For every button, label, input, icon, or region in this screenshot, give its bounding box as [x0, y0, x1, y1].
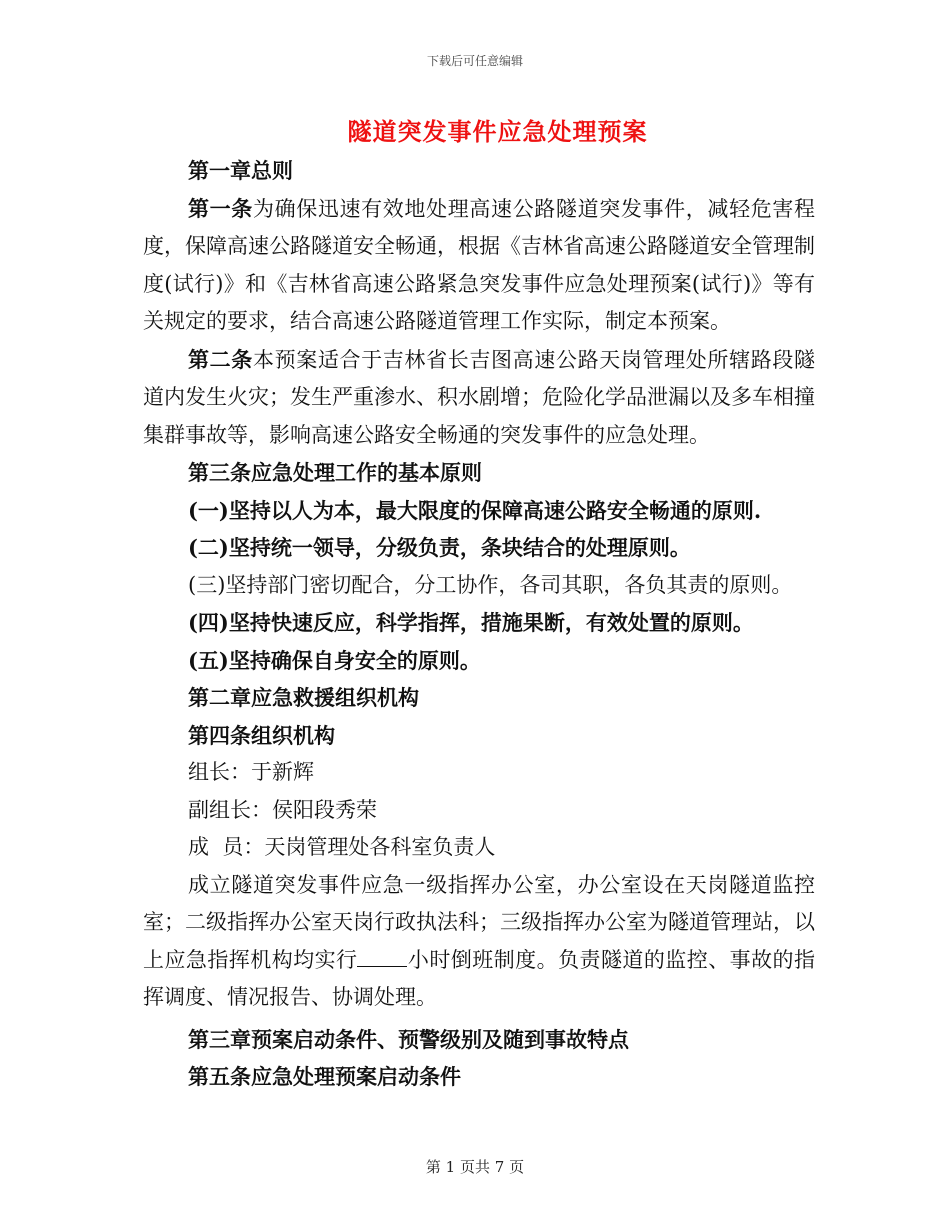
principle-1: (一)坚持以人为本，最大限度的保障高速公路安全畅通的原则. [188, 497, 762, 523]
article-4-heading: 第四条组织机构 [188, 722, 335, 748]
article-2-text: 本预案适合于吉林省长吉图高速公路天岗管理处所辖路段隧道内发生火灾；发生严重渗水、积水剧增；危险化学品泄漏以及多车相撞集群事故等，影响高速公路安全畅通的突发事件的应急处理。 [143, 347, 816, 447]
article-1-text: 为确保迅速有效地处理高速公路隧道突发事件，减轻危害程度，保障高速公路隧道安全畅通，根据《吉林省高速公路隧道安全管理制度(试行)》和《吉林省高速公路紧急突发事件应急处理预案(试行)》等有关规定的要求，结合高速公路隧道管理工作实际，制定本预案。 [143, 196, 816, 333]
document-body [143, 152, 815, 1096]
org-leader: 组长：于新辉 [188, 760, 314, 784]
org-paragraph-text-after: 小时倒班制度。负责隧道的监控、事故的指挥调度、情况报告、协调处理。 [143, 947, 815, 1009]
article-3-heading: 第三条应急处理工作的基本原则 [188, 460, 482, 485]
page-header: 下载后可任意编辑 [426, 54, 523, 68]
principle-2: (二)坚持统一领导，分级负责，条块结合的处理原则。 [188, 535, 691, 560]
article-5-heading: 第五条应急处理预案启动条件 [188, 1064, 461, 1089]
document-title: 隧道突发事件应急处理预案 [347, 117, 648, 146]
shift-hours-blank [357, 946, 407, 967]
article-1-label: 第一条 [188, 195, 253, 221]
article-2-label: 第二条 [188, 346, 253, 372]
principle-3: (三)坚持部门密切配合，分工协作，各司其职，各负其责的原则。 [188, 572, 793, 597]
principle-4: (四)坚持快速反应，科学指挥，措施果断，有效处置的原则。 [188, 610, 754, 635]
page-footer: 第 1 页共 7 页 [425, 1158, 525, 1176]
org-paragraph [143, 867, 815, 1017]
org-members: 成 员：天岗管理处各科室负责人 [188, 835, 496, 859]
principle-5: (五)坚持确保自身安全的原则。 [188, 647, 481, 673]
article-2-paragraph [143, 341, 815, 455]
chapter-heading-3: 第三章预案启动条件、预警级别及随到事故特点 [188, 1026, 629, 1052]
org-deputy: 副组长：侯阳段秀荣 [188, 797, 377, 822]
chapter-heading-1: 第一章总则 [188, 158, 293, 183]
article-1-paragraph [143, 190, 815, 341]
org-paragraph-text-before: 成立隧道突发事件应急一级指挥办公室，办公室设在天岗隧道监控室；二级指挥办公室天岗行政执法科；三级指挥办公室为隧道管理站，以上应急指挥机构均实行 [143, 872, 815, 972]
chapter-heading-2: 第二章应急救援组织机构 [188, 685, 419, 710]
